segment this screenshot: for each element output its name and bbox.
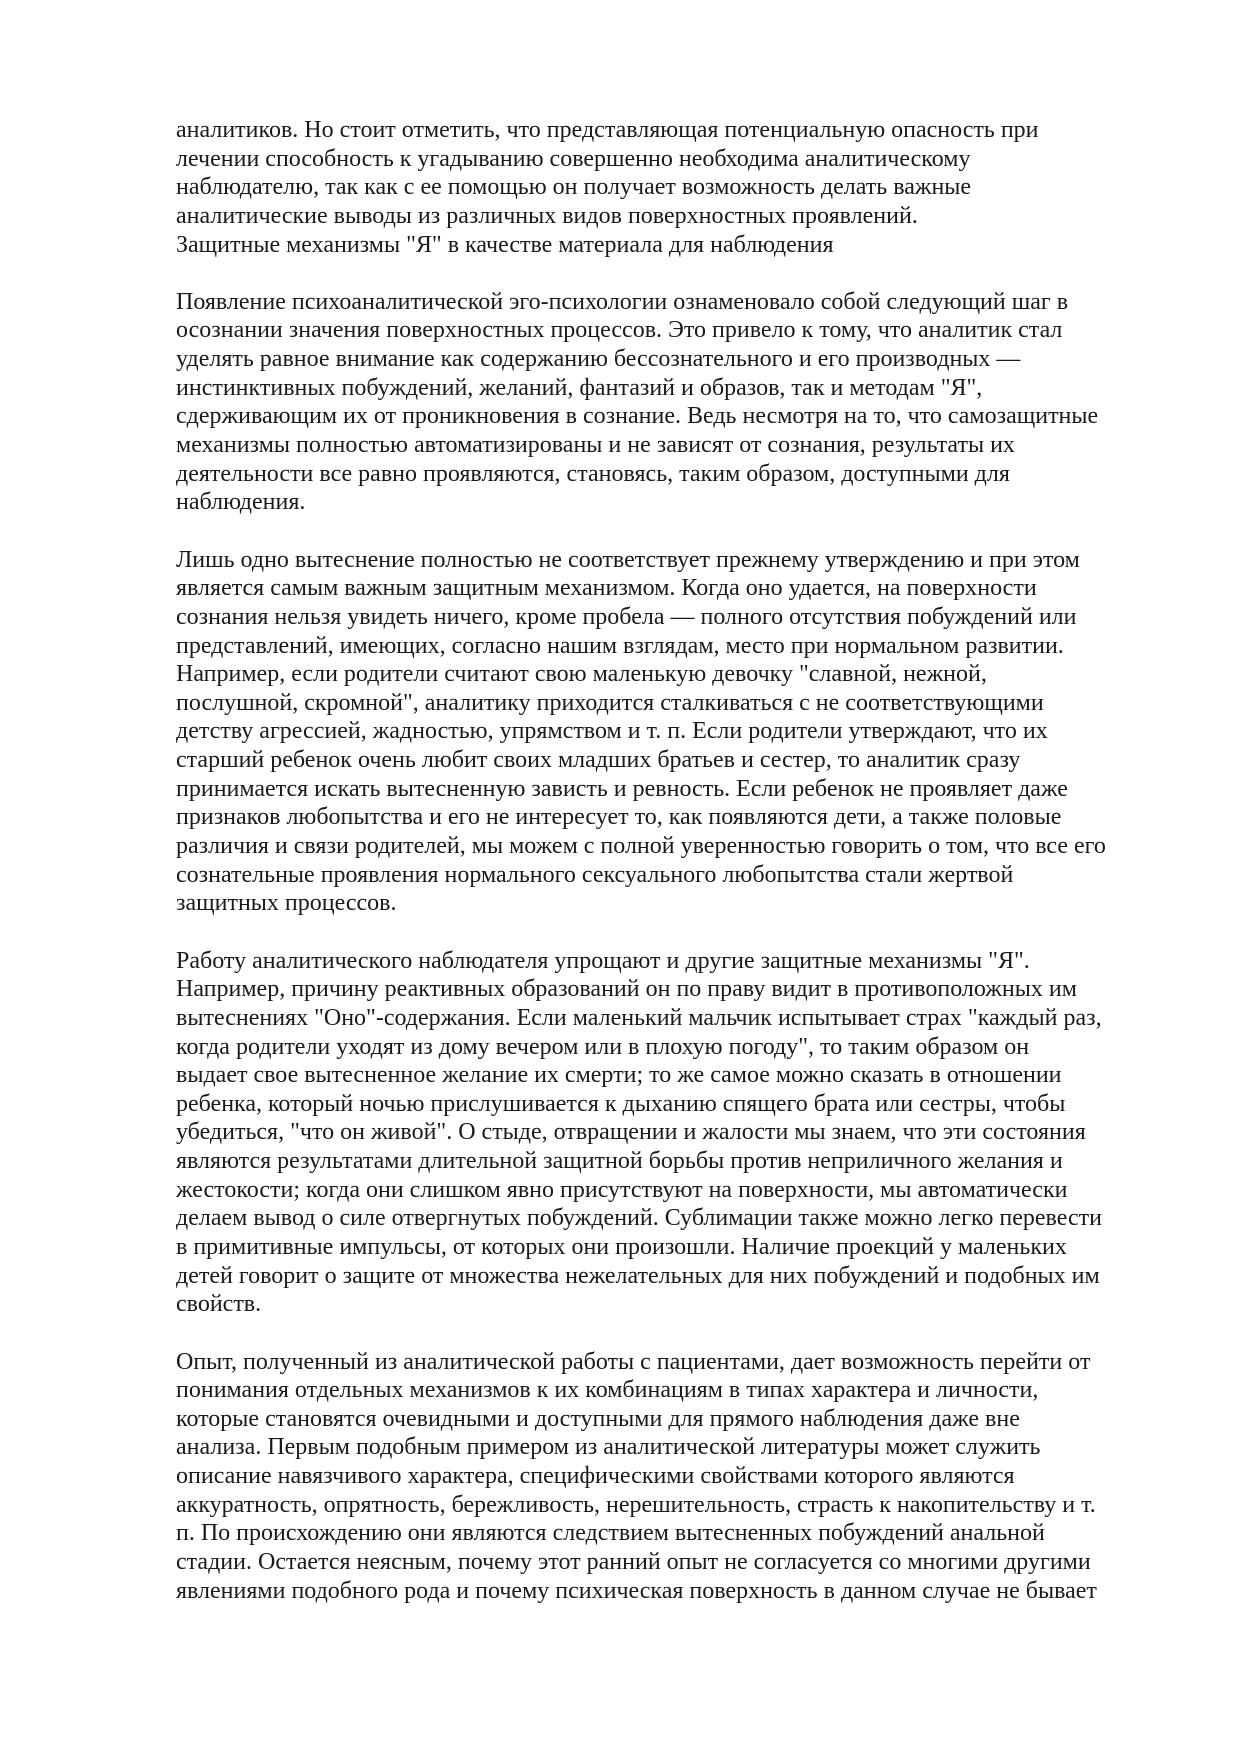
text-line: механизмы полностью автоматизированы и не зависят от сознания, результаты их [176,432,1015,459]
text-line: деятельности все равно проявляются, становясь, таким образом, доступными для [176,460,1010,487]
text-line: послушной, скромной", аналитику приходится сталкиваться с не соответствующими [176,689,1044,716]
text-line: Опыт, полученный из аналитической работы с пациентами, дает возможность перейти от [176,1348,1091,1375]
text-line: аналитические выводы из различных видов поверхностных проявлений. [176,202,918,229]
text-line: аккуратность, опрятность, бережливость, нерешительность, страсть к накопительству и т. [176,1491,1096,1518]
text-line: Например, причину реактивных образований он по праву видит в противоположных им [176,976,1077,1003]
text-line: вытеснениях "Оно"-содержания. Если маленький мальчик испытывает страх "каждый раз, [176,1004,1102,1031]
text-line: в примитивные импульсы, от которых они произошли. Наличие проекций у маленьких [176,1233,1067,1260]
text-line: Например, если родители считают свою маленькую девочку "славной, нежной, [176,661,987,688]
text-line: сдерживающим их от проникновения в сознание. Ведь несмотря на то, что самозащитные [176,403,1099,430]
text-line: Лишь одно вытеснение полностью не соответствует прежнему утверждению и при этом [176,546,1080,573]
text-line: старший ребенок очень любит своих младших братьев и сестер, то аналитик сразу [176,747,1021,774]
paragraph [176,947,1176,1319]
text-line: Работу аналитического наблюдателя упрощают и другие защитные механизмы "Я". [176,947,1030,974]
paragraph [176,288,1176,517]
document-page [176,116,1176,1634]
text-line: наблюдения. [176,489,306,516]
text-line: п. По происхождению они являются следствием вытесненных побуждений анальной [176,1520,1045,1547]
text-line: выдает свое вытесненное желание их смерти; то же самое можно сказать в отношении [176,1062,1062,1089]
text-line: лечении способность к угадыванию совершенно необходима аналитическому [176,145,971,172]
text-line: наблюдателю, так как с ее помощью он получает возможность делать важные [176,174,972,201]
text-line: жестокости; когда они слишком явно присутствуют на поверхности, мы автоматически [176,1176,1068,1203]
text-line: принимается искать вытесненную зависть и ревность. Если ребенок не проявляет даже [176,775,1068,802]
text-line: анализа. Первым подобным примером из аналитической литературы может служить [176,1434,1041,1461]
text-line: Защитные механизмы "Я" в качестве материала для наблюдения [176,231,834,258]
text-line: делаем вывод о силе отвергнутых побуждений. Сублимации также можно легко перевести [176,1205,1102,1232]
text-line: стадии. Остается неясным, почему этот ранний опыт не согласуется со многими другими [176,1549,1091,1576]
text-line: являются результатами длительной защитной борьбы против неприличного желания и [176,1148,1063,1175]
text-line: аналитиков. Но стоит отметить, что представляющая потенциальную опасность при [176,117,1039,143]
text-line: свойств. [176,1291,262,1318]
text-line: когда родители уходят из дому вечером или в плохую погоду", то таким образом он [176,1033,1030,1060]
text-line: осознании значения поверхностных процессов. Это привело к тому, что аналитик стал [176,317,1063,344]
text-line: различия и связи родителей, мы можем с полной уверенностью говорить о том, что все его [176,833,1106,860]
text-line: описание навязчивого характера, специфическими свойствами которого являются [176,1463,1015,1490]
text-line: убедиться, "что он живой". О стыде, отвращении и жалости мы знаем, что эти состояния [176,1119,1086,1146]
text-line: уделять равное внимание как содержанию бессознательного и его производных — [176,346,1021,373]
paragraph [176,116,1176,259]
paragraph [176,1348,1176,1606]
text-line: ребенка, который ночью прислушивается к дыханию спящего брата или сестры, чтобы [176,1090,1066,1117]
paragraph [176,546,1176,918]
text-line: которые становятся очевидными и доступными для прямого наблюдения даже вне [176,1405,1020,1432]
text-line: представлений, имеющих, согласно нашим взглядам, место при нормальном развитии. [176,632,1064,659]
text-line: сознания нельзя увидеть ничего, кроме пробела — полного отсутствия побуждений или [176,603,1077,630]
text-line: явлениями подобного рода и почему психическая поверхность в данном случае не бывает [176,1577,1097,1604]
text-line: инстинктивных побуждений, желаний, фантазий и образов, так и методам "Я", [176,374,983,401]
text-line: понимания отдельных механизмов к их комбинациям в типах характера и личности, [176,1377,1039,1404]
text-line: сознательные проявления нормального сексуального любопытства стали жертвой [176,861,1014,888]
text-line: является самым важным защитным механизмом. Когда оно удается, на поверхности [176,575,1037,602]
text-line: признаков любопытства и его не интересует то, как появляются дети, а также половые [176,804,1062,831]
text-line: детей говорит о защите от множества нежелательных для них побуждений и подобных им [176,1262,1100,1289]
text-line: детству агрессией, жадностью, упрямством и т. п. Если родители утверждают, что их [176,718,1048,745]
text-line: защитных процессов. [176,890,397,917]
text-line: Появление психоаналитической эго-психологии ознаменовало собой следующий шаг в [176,288,1069,315]
